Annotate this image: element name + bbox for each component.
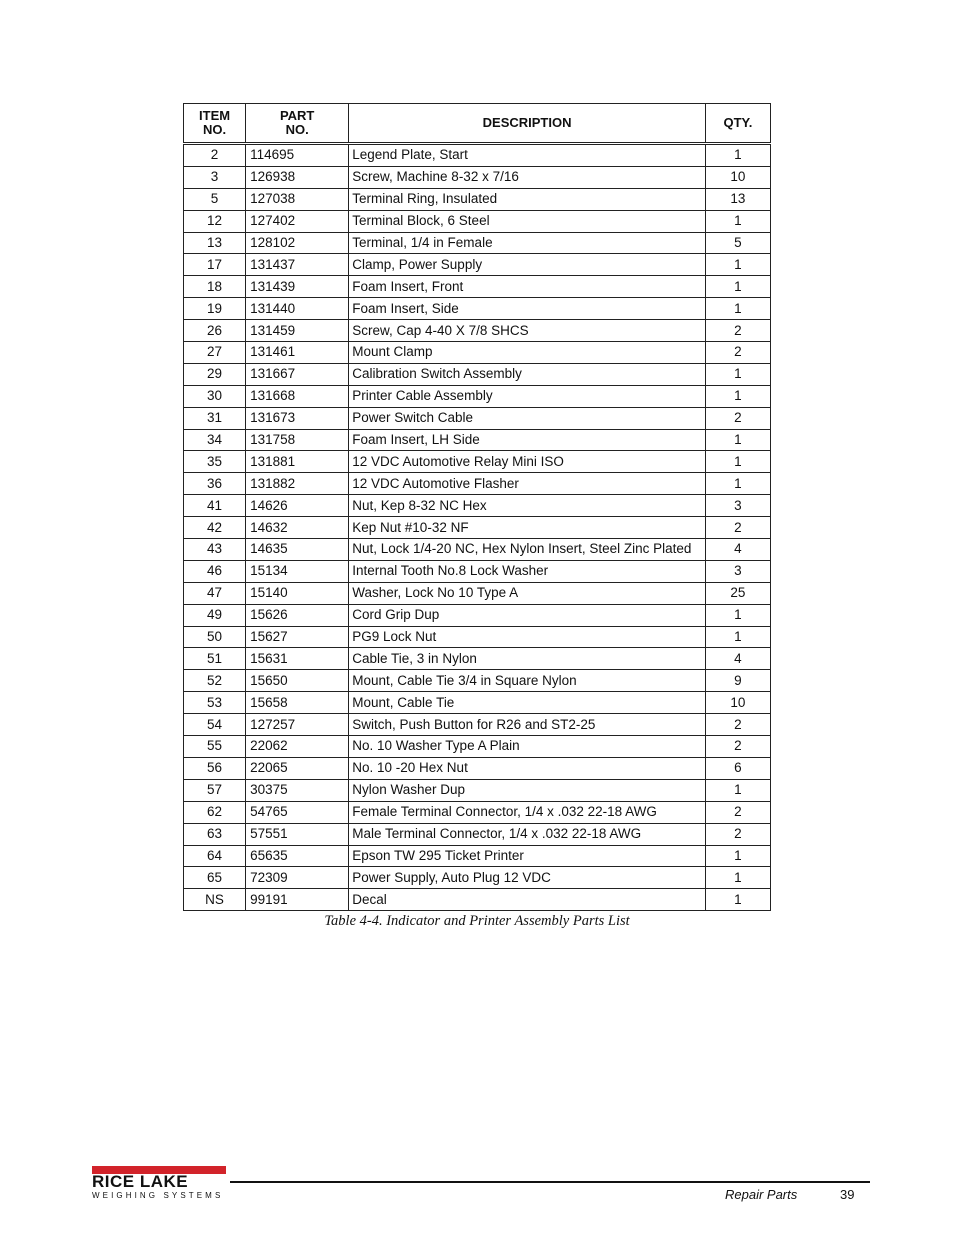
table-row	[184, 232, 771, 254]
cell-item-no: 49	[184, 604, 246, 626]
cell-qty: 1	[705, 363, 770, 385]
table-row	[184, 254, 771, 276]
table-row	[184, 495, 771, 517]
cell-qty: 13	[705, 188, 770, 210]
cell-item-no: 50	[184, 626, 246, 648]
cell-description: 12 VDC Automotive Flasher	[349, 473, 706, 495]
cell-part-no: 22062	[246, 736, 349, 758]
cell-item-no: 65	[184, 867, 246, 889]
cell-qty: 1	[705, 276, 770, 298]
table-row	[184, 604, 771, 626]
table-row	[184, 144, 771, 167]
cell-qty: 10	[705, 166, 770, 188]
cell-item-no: 13	[184, 232, 246, 254]
cell-qty: 2	[705, 320, 770, 342]
cell-description: Nut, Kep 8-32 NC Hex	[349, 495, 706, 517]
header-description: DESCRIPTION	[349, 104, 706, 144]
table-row	[184, 276, 771, 298]
table-row	[184, 736, 771, 758]
cell-description: Calibration Switch Assembly	[349, 363, 706, 385]
cell-item-no: 31	[184, 407, 246, 429]
footer-rule	[230, 1181, 870, 1183]
cell-qty: 5	[705, 232, 770, 254]
cell-item-no: 63	[184, 823, 246, 845]
cell-description: Clamp, Power Supply	[349, 254, 706, 276]
cell-item-no: 30	[184, 385, 246, 407]
cell-description: Power Supply, Auto Plug 12 VDC	[349, 867, 706, 889]
cell-part-no: 15658	[246, 692, 349, 714]
cell-qty: 1	[705, 845, 770, 867]
cell-item-no: 18	[184, 276, 246, 298]
cell-description: Terminal Ring, Insulated	[349, 188, 706, 210]
table-row	[184, 539, 771, 561]
cell-part-no: 127038	[246, 188, 349, 210]
header-item-no: ITEM NO.	[184, 104, 246, 144]
cell-item-no: 54	[184, 714, 246, 736]
table-row	[184, 429, 771, 451]
cell-qty: 1	[705, 889, 770, 911]
parts-list-table	[183, 103, 771, 911]
cell-description: Nylon Washer Dup	[349, 779, 706, 801]
cell-qty: 2	[705, 801, 770, 823]
cell-description: Foam Insert, Side	[349, 298, 706, 320]
cell-item-no: 35	[184, 451, 246, 473]
cell-qty: 1	[705, 254, 770, 276]
cell-item-no: 27	[184, 342, 246, 364]
cell-description: Terminal, 1/4 in Female	[349, 232, 706, 254]
cell-description: Nut, Lock 1/4-20 NC, Hex Nylon Insert, Steel Zinc Plated	[349, 539, 706, 561]
cell-part-no: 15650	[246, 670, 349, 692]
cell-item-no: 47	[184, 582, 246, 604]
cell-description: Printer Cable Assembly	[349, 385, 706, 407]
cell-part-no: 131673	[246, 407, 349, 429]
cell-part-no: 131668	[246, 385, 349, 407]
cell-qty: 2	[705, 517, 770, 539]
cell-qty: 1	[705, 473, 770, 495]
table-row	[184, 385, 771, 407]
cell-part-no: 131882	[246, 473, 349, 495]
cell-part-no: 15626	[246, 604, 349, 626]
table-row	[184, 451, 771, 473]
cell-item-no: 19	[184, 298, 246, 320]
cell-part-no: 14635	[246, 539, 349, 561]
cell-description: Washer, Lock No 10 Type A	[349, 582, 706, 604]
table-row	[184, 779, 771, 801]
cell-part-no: 30375	[246, 779, 349, 801]
cell-item-no: 12	[184, 210, 246, 232]
cell-part-no: 22065	[246, 757, 349, 779]
table-row	[184, 473, 771, 495]
cell-item-no: NS	[184, 889, 246, 911]
table-caption: Table 4-4. Indicator and Printer Assembly Parts List	[324, 913, 630, 929]
cell-item-no: 52	[184, 670, 246, 692]
cell-description: Kep Nut #10-32 NF	[349, 517, 706, 539]
table-row	[184, 582, 771, 604]
cell-qty: 3	[705, 495, 770, 517]
cell-qty: 1	[705, 144, 770, 167]
cell-description: 12 VDC Automotive Relay Mini ISO	[349, 451, 706, 473]
cell-qty: 1	[705, 210, 770, 232]
cell-part-no: 127257	[246, 714, 349, 736]
cell-qty: 4	[705, 648, 770, 670]
cell-item-no: 5	[184, 188, 246, 210]
cell-item-no: 56	[184, 757, 246, 779]
cell-part-no: 126938	[246, 166, 349, 188]
table-row	[184, 801, 771, 823]
cell-part-no: 14626	[246, 495, 349, 517]
cell-qty: 25	[705, 582, 770, 604]
cell-description: Terminal Block, 6 Steel	[349, 210, 706, 232]
cell-part-no: 131437	[246, 254, 349, 276]
cell-part-no: 15134	[246, 560, 349, 582]
cell-item-no: 34	[184, 429, 246, 451]
cell-qty: 2	[705, 342, 770, 364]
cell-part-no: 14632	[246, 517, 349, 539]
table-row	[184, 823, 771, 845]
cell-description: Screw, Cap 4-40 X 7/8 SHCS	[349, 320, 706, 342]
cell-item-no: 36	[184, 473, 246, 495]
cell-item-no: 42	[184, 517, 246, 539]
cell-description: Internal Tooth No.8 Lock Washer	[349, 560, 706, 582]
cell-qty: 1	[705, 867, 770, 889]
cell-qty: 1	[705, 779, 770, 801]
cell-item-no: 51	[184, 648, 246, 670]
cell-qty: 9	[705, 670, 770, 692]
cell-part-no: 131439	[246, 276, 349, 298]
table-row	[184, 670, 771, 692]
cell-description: Cord Grip Dup	[349, 604, 706, 626]
cell-description: Cable Tie, 3 in Nylon	[349, 648, 706, 670]
cell-qty: 1	[705, 604, 770, 626]
cell-description: Mount, Cable Tie	[349, 692, 706, 714]
cell-description: Foam Insert, LH Side	[349, 429, 706, 451]
cell-part-no: 15627	[246, 626, 349, 648]
cell-part-no: 15631	[246, 648, 349, 670]
table-row	[184, 166, 771, 188]
cell-item-no: 53	[184, 692, 246, 714]
cell-part-no: 114695	[246, 144, 349, 167]
cell-qty: 2	[705, 407, 770, 429]
cell-item-no: 64	[184, 845, 246, 867]
footer-page-number: 39	[840, 1187, 855, 1202]
cell-part-no: 99191	[246, 889, 349, 911]
table-row	[184, 320, 771, 342]
cell-qty: 2	[705, 823, 770, 845]
cell-part-no: 131440	[246, 298, 349, 320]
table-row	[184, 648, 771, 670]
cell-description: Legend Plate, Start	[349, 144, 706, 167]
footer-section-title: Repair Parts	[725, 1187, 798, 1202]
table-row	[184, 517, 771, 539]
cell-item-no: 29	[184, 363, 246, 385]
cell-description: Screw, Machine 8-32 x 7/16	[349, 166, 706, 188]
cell-part-no: 54765	[246, 801, 349, 823]
cell-description: Foam Insert, Front	[349, 276, 706, 298]
cell-part-no: 131461	[246, 342, 349, 364]
cell-description: Power Switch Cable	[349, 407, 706, 429]
table-row	[184, 889, 771, 911]
cell-part-no: 15140	[246, 582, 349, 604]
cell-part-no: 57551	[246, 823, 349, 845]
table-row	[184, 626, 771, 648]
cell-qty: 6	[705, 757, 770, 779]
table-row	[184, 867, 771, 889]
cell-description: Mount Clamp	[349, 342, 706, 364]
cell-item-no: 3	[184, 166, 246, 188]
cell-part-no: 131758	[246, 429, 349, 451]
cell-qty: 2	[705, 714, 770, 736]
table-row	[184, 407, 771, 429]
cell-part-no: 131667	[246, 363, 349, 385]
table-row	[184, 692, 771, 714]
cell-description: Epson TW 295 Ticket Printer	[349, 845, 706, 867]
cell-part-no: 72309	[246, 867, 349, 889]
table-row	[184, 560, 771, 582]
header-part-no: PART NO.	[246, 104, 349, 144]
cell-part-no: 128102	[246, 232, 349, 254]
cell-description: PG9 Lock Nut	[349, 626, 706, 648]
cell-item-no: 2	[184, 144, 246, 167]
cell-qty: 2	[705, 736, 770, 758]
cell-qty: 1	[705, 626, 770, 648]
table-row	[184, 845, 771, 867]
cell-description: No. 10 -20 Hex Nut	[349, 757, 706, 779]
table-row	[184, 298, 771, 320]
cell-item-no: 62	[184, 801, 246, 823]
cell-item-no: 55	[184, 736, 246, 758]
cell-item-no: 26	[184, 320, 246, 342]
cell-description: No. 10 Washer Type A Plain	[349, 736, 706, 758]
table-header-row	[184, 104, 771, 144]
cell-part-no: 127402	[246, 210, 349, 232]
cell-item-no: 17	[184, 254, 246, 276]
logo-subtitle: WEIGHING SYSTEMS	[92, 1191, 224, 1200]
cell-qty: 1	[705, 298, 770, 320]
cell-description: Male Terminal Connector, 1/4 x .032 22-18 AWG	[349, 823, 706, 845]
cell-item-no: 46	[184, 560, 246, 582]
table-row	[184, 342, 771, 364]
table-row	[184, 757, 771, 779]
cell-part-no: 131459	[246, 320, 349, 342]
cell-qty: 4	[705, 539, 770, 561]
cell-item-no: 57	[184, 779, 246, 801]
table-body	[184, 144, 771, 911]
cell-description: Mount, Cable Tie 3/4 in Square Nylon	[349, 670, 706, 692]
table-row	[184, 188, 771, 210]
table-row	[184, 363, 771, 385]
rice-lake-logo	[92, 1166, 228, 1200]
cell-description: Switch, Push Button for R26 and ST2-25	[349, 714, 706, 736]
cell-qty: 10	[705, 692, 770, 714]
cell-qty: 1	[705, 385, 770, 407]
cell-description: Female Terminal Connector, 1/4 x .032 22-18 AWG	[349, 801, 706, 823]
cell-qty: 1	[705, 429, 770, 451]
cell-part-no: 65635	[246, 845, 349, 867]
table-row	[184, 210, 771, 232]
header-qty: QTY.	[705, 104, 770, 144]
cell-item-no: 41	[184, 495, 246, 517]
logo-wordmark: RICE LAKE	[92, 1172, 189, 1191]
cell-description: Decal	[349, 889, 706, 911]
table-row	[184, 714, 771, 736]
cell-qty: 1	[705, 451, 770, 473]
cell-part-no: 131881	[246, 451, 349, 473]
cell-item-no: 43	[184, 539, 246, 561]
cell-qty: 3	[705, 560, 770, 582]
